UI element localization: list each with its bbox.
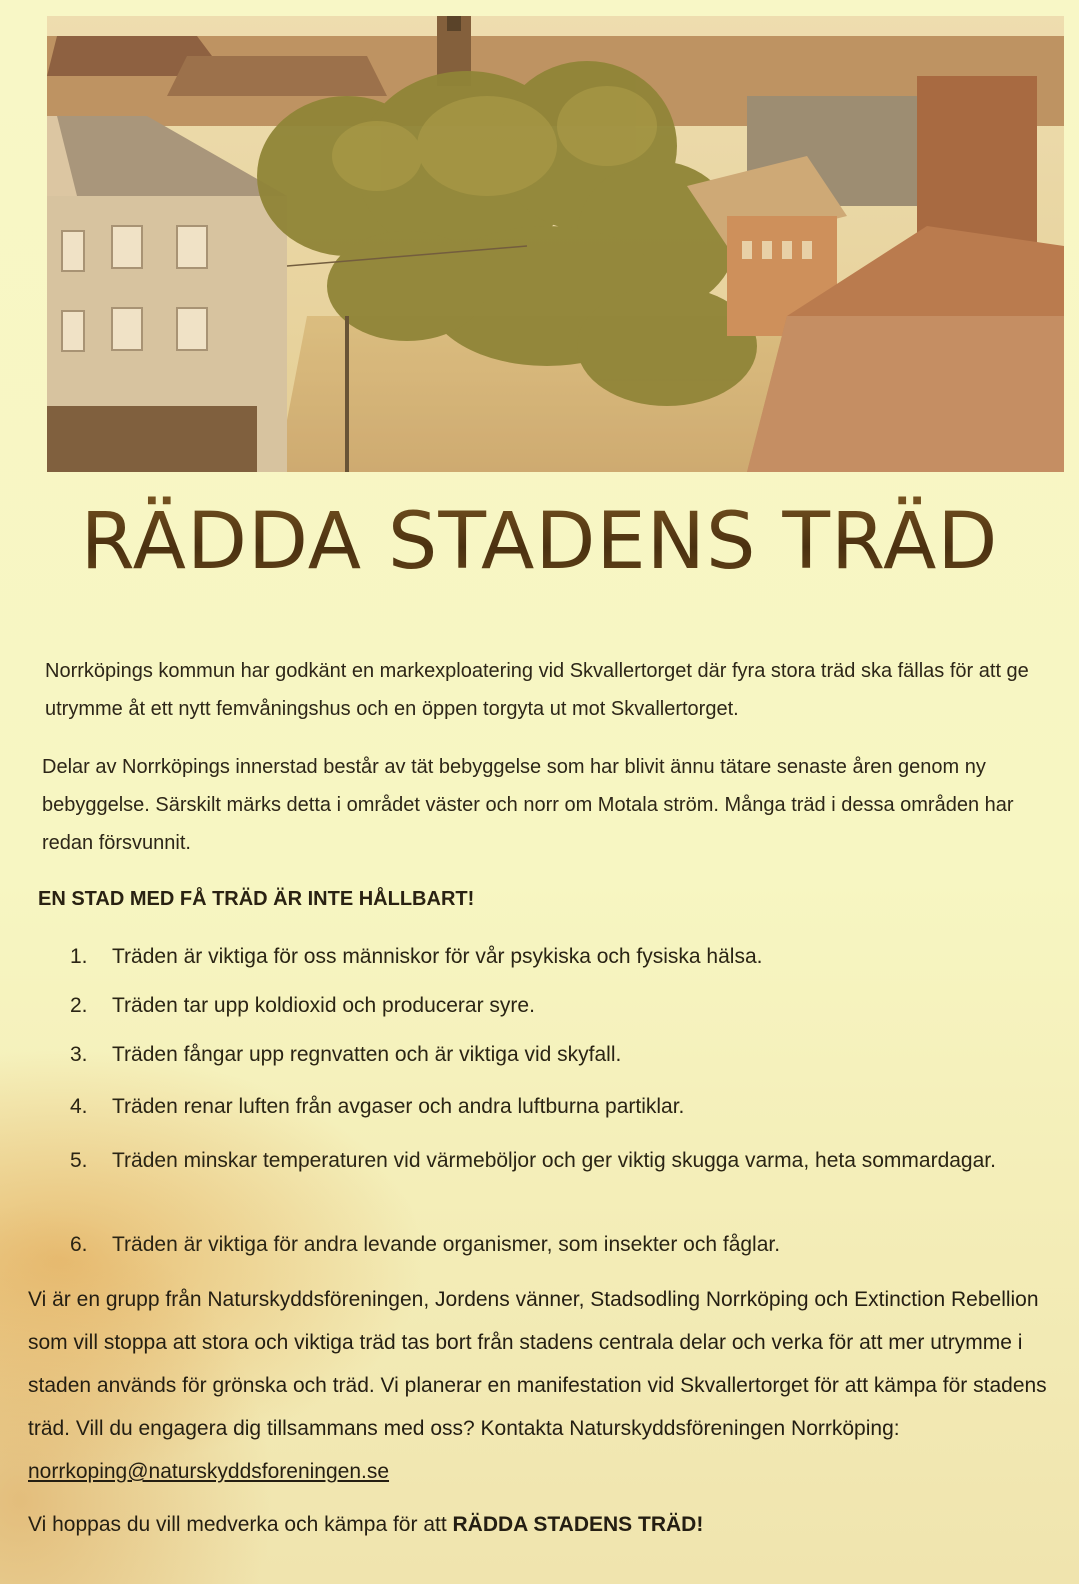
- contact-email-link[interactable]: norrkoping@naturskyddsforeningen.se: [28, 1460, 390, 1483]
- list-item-text: Träden är viktiga för andra levande organismer, som insekter och fåglar.: [112, 1233, 781, 1256]
- closing-line: [28, 1513, 703, 1537]
- list-item: [70, 1090, 1000, 1124]
- list-item: [70, 1038, 1000, 1072]
- list-item-number: 1.: [70, 945, 88, 968]
- slogan: EN STAD MED FÅ TRÄD ÄR INTE HÅLLBART!: [38, 888, 475, 910]
- list-item-text: Träden fångar upp regnvatten och är viktiga vid skyfall.: [112, 1043, 622, 1066]
- list-item: [70, 1228, 1000, 1262]
- closing-text: Vi hoppas du vill medverka och kämpa för att: [28, 1513, 453, 1536]
- town-square-photo: [47, 16, 1064, 472]
- list-item: [70, 940, 1000, 974]
- list-item: [70, 989, 1000, 1023]
- list-item-text: Träden minskar temperaturen vid värmeböljor och ger viktig skugga varma, heta sommardagar.: [112, 1149, 996, 1172]
- list-item-text: Träden tar upp koldioxid och producerar syre.: [112, 994, 535, 1017]
- list-item: [70, 1144, 1000, 1178]
- list-item-number: 2.: [70, 994, 88, 1017]
- intro-paragraph: Norrköpings kommun har godkänt en markexploatering vid Skvallertorget där fyra stora träd ska fällas för att ge utrymme åt ett nytt femvåningshus och en öppen torgyta ut mot Skvallertorget.: [45, 660, 1029, 720]
- headline: RÄDDA STADENS TRÄD: [0, 492, 1079, 592]
- list-item-number: 3.: [70, 1043, 88, 1066]
- closing-emphasis: RÄDDA STADENS TRÄD!: [452, 1513, 704, 1536]
- list-item-number: 4.: [70, 1095, 88, 1118]
- list-item-text: Träden renar luften från avgaser och andra luftburna partiklar.: [112, 1095, 685, 1118]
- group-paragraph-text: Vi är en grupp från Naturskyddsföreningen, Jordens vänner, Stadsodling Norrköping och Extinction Rebellion som vill stoppa att stora och viktiga träd tas bort från stadens centrala delar och verka för att mer utrymme i staden används för grönska och träd. Vi planerar en manifestation vid Skvallertorget för att kämpa för stadens träd. Vill du engagera dig tillsammans med oss? Kontakta Naturskyddsföreningen Norrköping:: [28, 1288, 1047, 1440]
- list-item-number: 6.: [70, 1233, 88, 1256]
- density-paragraph: Delar av Norrköpings innerstad består av tät bebyggelse som har blivit ännu tätare senaste åren genom ny bebyggelse. Särskilt märks detta i området väster och norr om Motala ström. Många träd i dessa områden har redan försvunnit.: [42, 756, 1014, 854]
- group-paragraph: [28, 1278, 1068, 1493]
- list-item-number: 5.: [70, 1149, 88, 1172]
- list-item-text: Träden är viktiga för oss människor för vår psykiska och fysiska hälsa.: [112, 945, 763, 968]
